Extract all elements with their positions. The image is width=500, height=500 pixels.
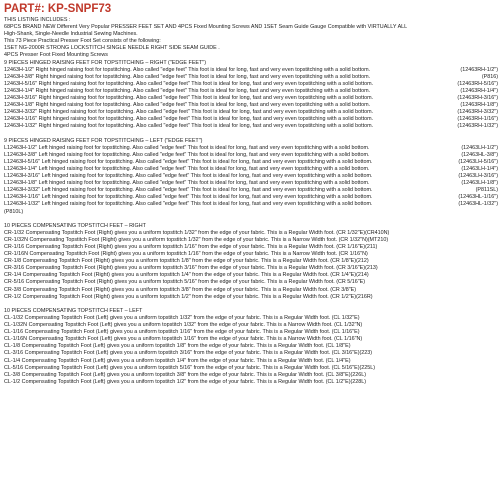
item-description: CL-1/4 Compensating Topstitch Foot (Left) gives you a uniform topstitch 1/4" from the edge of your fabric. This is a Regular Width foot. (CL 1/4"E) xyxy=(4,357,351,364)
item-description: L12463H-1/16" Left hinged raising foot for topstitching. Also called "edge feet" This foot is ideal for long, fast and very even topstitching with a solid bottom. xyxy=(4,194,373,201)
item-line xyxy=(4,251,498,258)
item-description: L12463H-1/2" Left hinged raising foot for topstitching. Also called "edge feet" This foot is ideal for long, fast and very even topstitching with a solid bottom. xyxy=(4,144,370,151)
item-code: (P811SL) xyxy=(475,187,498,194)
item-line xyxy=(4,322,498,329)
item-line xyxy=(4,372,498,379)
item-line xyxy=(4,201,498,208)
item-line xyxy=(4,116,498,123)
item-line xyxy=(4,102,498,109)
item-description: CR-1/4 Compensating Topstitch Foot (Right) gives you a uniform topstitch 1/4" from the edge of your fabric. This is a Regular Width foot. (CR 1/4"E)(214) xyxy=(4,272,369,279)
item-code: (12463LH-1/2") xyxy=(461,144,498,151)
item-description: CL-1/8 Compensating Topstitch Foot (Left) gives you a uniform topstitch 1/8" from the edge of your fabric. This is a Regular Width foot. (CL 1/8"E) xyxy=(4,343,351,350)
item-description: CR-5/16 Compensating Topstitch Foot (Right) gives you a uniform topstitch 5/16" from the edge of your fabric. This is a Regular Width foot. (CR 5/16"E) xyxy=(4,279,366,286)
item-code: (P816) xyxy=(481,73,498,80)
item-description: 12463H-1/8" Right hinged raising foot for topstitching. Also called "edge feet" This foot is ideal for long, fast and very even topstitching with a solid bottom. xyxy=(4,102,371,109)
item-line xyxy=(4,209,498,216)
item-code: (12463HL-1/16") xyxy=(458,194,498,201)
item-description: L12463H-3/32" Left hinged raising foot for topstitching. Also called "edge feet" This foot is ideal for long, fast and very even topstitching with a solid bottom. xyxy=(4,187,373,194)
item-description: L12463H-1/32" Left hinged raising foot for topstitching. Also called "edge feet" This foot is ideal for long, fast and very even topstitching with a solid bottom. xyxy=(4,201,373,208)
item-description: CR-1/32 Compensating Topstitch Foot (Right) gives you a uniform topstitch 1/32" from the edge of your fabric. This is a Regular Width foot. (CR 1/32"E)(CR410N) xyxy=(4,229,390,236)
item-description: 12463H-3/8" Right hinged raising foot for topstitching. Also called "edge feet" This foot is ideal for long, fast and very even topstitching with a solid bottom. xyxy=(4,73,371,80)
section-block xyxy=(4,301,498,386)
item-line xyxy=(4,88,498,95)
item-description: CL-1/32 Compensating Topstitch Foot (Left) gives you a uniform topstitch 1/32" from the edge of your fabric. This is a Regular Width foot. (CL 1/32"E) xyxy=(4,314,360,321)
intro-block xyxy=(4,17,498,60)
item-code: (12463RH-1/2") xyxy=(460,66,498,73)
item-line xyxy=(4,315,498,322)
section-spacer xyxy=(4,131,498,138)
item-line xyxy=(4,358,498,365)
item-line xyxy=(4,237,498,244)
item-description: CL-3/8 Compensating Topstitch Foot (Left) gives you a uniform topstitch 3/8" from the edge of your fabric. This is a Regular Width foot. (CL 3/8"E)(226L) xyxy=(4,371,367,378)
item-description: CR-1/8 Compensating Topstitch Foot (Right) gives you a uniform topstitch 1/8" from the edge of your fabric. This is a Regular Width foot. (CR 1/8"E)(212) xyxy=(4,258,369,265)
intro-line: THIS LISTING INCLUDES : xyxy=(4,17,71,23)
item-code: (12463RH-3/16") xyxy=(457,95,498,102)
item-code: (12463RH-1/32") xyxy=(457,123,498,130)
item-line xyxy=(4,109,498,116)
item-description: CL-1/32N Compensating Topstitch Foot (Left) gives you a uniform topstitch 1/32" from the edge of your fabric. This is a Narrow Width foot. (CL 1/32"N) xyxy=(4,322,363,329)
sections-container xyxy=(4,60,498,386)
item-code: (12463LH-5/16") xyxy=(458,158,498,165)
item-line xyxy=(4,230,498,237)
item-code: (12463RH-1/4") xyxy=(460,87,498,94)
item-line xyxy=(4,81,498,88)
item-line xyxy=(4,145,498,152)
item-description: CR-1/32N Compensating Topstitch Foot (Right) gives you a uniform topstitch 1/32" from the edge of your fabric. This is a Narrow Width foot. (CR 1/32"N)(MT210) xyxy=(4,236,389,243)
item-description: L12463H-1/4" Left hinged raising foot for topstitching. Also called "edge feet" This foot is ideal for long, fast and very even topstitching with a solid bottom. xyxy=(4,165,370,172)
item-line xyxy=(4,287,498,294)
item-description: CL-1/16 Compensating Topstitch Foot (Left) gives you a uniform topstitch 1/16" from the edge of your fabric. This is a Regular Width foot. (CL 1/16"E) xyxy=(4,329,360,336)
item-description: L12463H-1/8" Left hinged raising foot for topstitching. Also called "edge feet" This foot is ideal for long, fast and very even topstitching with a solid bottom. xyxy=(4,180,370,187)
intro-line: High-Shank, Single-Needle Industrial Sewing Machines. xyxy=(4,31,138,38)
item-line xyxy=(4,74,498,81)
item-line xyxy=(4,258,498,265)
item-line xyxy=(4,279,498,286)
item-code: (12463RH-3/32") xyxy=(457,109,498,116)
item-code: (12463RH-5/16") xyxy=(457,80,498,87)
section-block xyxy=(4,60,498,131)
item-description: L12463H-3/16" Left hinged raising foot for topstitching. Also called "edge feet" This foot is ideal for long, fast and very even topstitching with a solid bottom. xyxy=(4,173,373,180)
item-line xyxy=(4,265,498,272)
item-description: CR-1/2 Compensating Topstitch Foot (Right) gives you a uniform topstitch 1/2" from the edge of your fabric. This is a Regular Width foot. (CR 1/2"E)(216R) xyxy=(4,293,373,300)
item-code: (12463HL-1/32") xyxy=(458,201,498,208)
section-spacer xyxy=(4,301,498,308)
item-line xyxy=(4,173,498,180)
item-description: CR-3/8 Compensating Topstitch Foot (Right) gives you a uniform topstitch 3/8" from the edge of your fabric. This is a Regular Width foot. (CR 3/8"E) xyxy=(4,286,357,293)
item-line xyxy=(4,67,498,74)
item-line xyxy=(4,95,498,102)
item-description: CR-3/16 Compensating Topstitch Foot (Right) gives you a uniform topstitch 3/16" from the edge of your fabric. This is a Regular Width foot. (CR 3/16"E)(213) xyxy=(4,265,378,272)
item-description: CL-1/16N Compensating Topstitch Foot (Left) gives you a uniform topstitch 1/16" from the edge of your fabric. This is a Narrow Width foot. (CL 1/16"N) xyxy=(4,336,363,343)
item-description: 12463H-3/16" Right hinged raising foot for topstitching. Also called "edge feet" This foot is ideal for long, fast and very even topstitching with a solid bottom. xyxy=(4,95,374,102)
section-spacer xyxy=(4,216,498,223)
section-heading: 10 PIECES COMPENSATING TOPSTITCH FEET – RIGHT xyxy=(4,222,146,229)
item-line xyxy=(4,350,498,357)
item-line xyxy=(4,329,498,336)
item-line xyxy=(4,166,498,173)
item-code: (12463LH-3/16") xyxy=(458,173,498,180)
item-description: 12463H-3/32" Right hinged raising foot for topstitching. Also called "edge feet" This foot is ideal for long, fast and very even topstitching with a solid bottom. xyxy=(4,109,374,116)
intro-line: 1SET NG-2000R STRONG LOCKSTITCH SINGLE NEEDLE RIGHT SIDE SEAM GUIDE . xyxy=(4,45,220,52)
section-block xyxy=(4,131,498,216)
item-description: CR-1/16 Compensating Topstitch Foot (Right) gives you a uniform topstitch 1/16" from the edge of your fabric. This is a Regular Width foot. (CR 1/16"E)(211) xyxy=(4,244,378,250)
item-line xyxy=(4,159,498,166)
item-description: 12463H-1/2" Right hinged raising foot for topstitching. Also called "edge feet" This foot is ideal for long, fast and very even topstitching with a solid bottom. xyxy=(4,66,371,73)
listing-document xyxy=(4,2,498,386)
item-line xyxy=(4,180,498,187)
item-description: (P810L) xyxy=(4,208,24,215)
intro-line: 4PCS Presser Foot Fixed Mounting Screws xyxy=(4,52,108,59)
item-line xyxy=(4,244,498,251)
intro-line: 68PCS BRAND NEW Different Very Popular PRESSER FEET SET AND 4PCS Fixed Mounting Screws AND 1SET Seam Guide Gauge Compatible with VIRTUALLY ALL xyxy=(4,24,408,31)
item-code: (12463RH-1/8") xyxy=(460,102,498,109)
item-line xyxy=(4,187,498,194)
item-line xyxy=(4,294,498,301)
part-number-title: PART#: KP-SNPF73 xyxy=(4,3,112,15)
section-block xyxy=(4,216,498,301)
item-line xyxy=(4,152,498,159)
section-heading: 9 PIECES HINGED RAISING FEET FOR TOPSTITCHING – RIGHT ("EDGE FEET") xyxy=(4,59,207,66)
item-description: CL-1/2 Compensating Topstitch Foot (Left) gives you a uniform topstitch 1/2" from the edge of your fabric. This is a Regular Width foot. (CL 1/2"E)(228L) xyxy=(4,378,367,385)
item-description: 12463H-5/16" Right hinged raising foot for topstitching. Also called "edge feet" This foot is ideal for long, fast and very even topstitching with a solid bottom. xyxy=(4,80,374,87)
item-description: CL-3/16 Compensating Topstitch Foot (Left) gives you a uniform topstitch 3/16" from the edge of your fabric. This is a Regular Width foot. (CL 3/16"E)(223) xyxy=(4,350,373,357)
item-description: 12463H-1/32" Right hinged raising foot for topstitching. Also called "edge feet" This foot is ideal for long, fast and very even topstitching with a solid bottom. xyxy=(4,123,374,130)
item-line xyxy=(4,123,498,130)
item-line xyxy=(4,343,498,350)
item-description: CL-5/16 Compensating Topstitch Foot (Left) gives you a uniform topstitch 5/16" from the edge of your fabric. This is a Regular Width foot. (CL 5/16"E)(225L) xyxy=(4,364,376,371)
item-description: CR-1/16N Compensating Topstitch Foot (Right) gives you a uniform topstitch 1/16" from the edge of your fabric. This is a Narrow Width foot. (CR 1/16"N) xyxy=(4,251,368,258)
item-description: L12463H-5/16" Left hinged raising foot for topstitching. Also called "edge feet" This foot is ideal for long, fast and very even topstitching with a solid bottom. xyxy=(4,158,373,165)
item-line xyxy=(4,194,498,201)
item-code: (12463HL-3/8") xyxy=(461,151,498,158)
section-heading: 9 PIECES HINGED RAISING FEET FOR TOPSTITCHING – LEFT ("EDGE FEET") xyxy=(4,137,203,144)
item-code: (12463LH-1/8") xyxy=(461,180,498,187)
section-heading: 10 PIECES COMPENSATING TOPSTITCH FEET – LEFT xyxy=(4,307,143,314)
item-description: L12463H-3/8" Left hinged raising foot for topstitching. Also called "edge feet" This foot is ideal for long, fast and very even topstitching with a solid bottom. xyxy=(4,151,370,158)
item-code: (12463RH-1/16") xyxy=(457,116,498,123)
item-line xyxy=(4,336,498,343)
item-line xyxy=(4,365,498,372)
item-line xyxy=(4,379,498,386)
item-code: (12463LH-1/4") xyxy=(461,165,498,172)
item-description: 12463H-1/16" Right hinged raising foot for topstitching. Also called "edge feet" This foot is ideal for long, fast and very even topstitching with a solid bottom. xyxy=(4,116,374,123)
item-line xyxy=(4,272,498,279)
intro-line: This 73 Piece Practical Presser Foot Set consists of the following: xyxy=(4,38,161,45)
item-description: 12463H-1/4" Right hinged raising foot for topstitching. Also called "edge feet" This foot is ideal for long, fast and very even topstitching with a solid bottom. xyxy=(4,87,371,94)
